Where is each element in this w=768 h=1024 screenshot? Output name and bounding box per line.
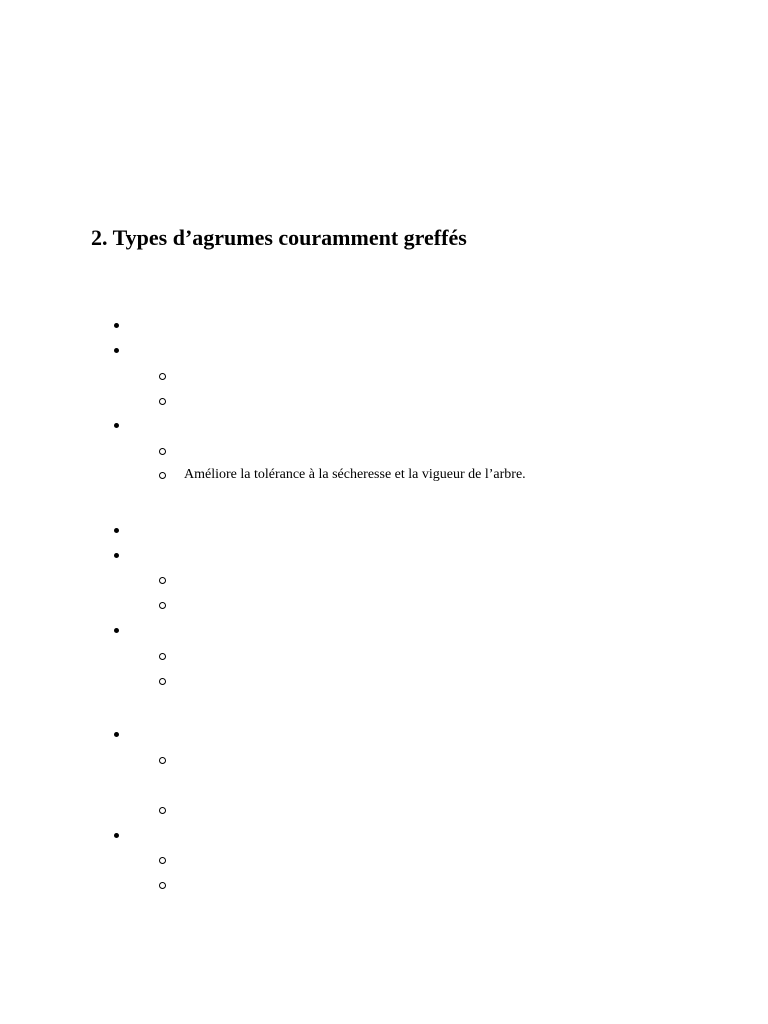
circle-bullet-icon [159,442,166,460]
circle-bullet-icon [159,367,166,385]
disc-bullet-icon [114,826,119,844]
circle-bullet-icon [159,596,166,614]
disc-bullet-icon [114,725,119,743]
disc-bullet-icon [114,546,119,564]
disc-bullet-icon [114,621,119,639]
disc-bullet-icon [114,416,119,434]
disc-bullet-icon [114,316,119,334]
disc-bullet-icon [114,341,119,359]
circle-bullet-icon [159,571,166,589]
circle-bullet-icon [159,672,166,690]
disc-bullet-icon [114,521,119,539]
section-heading: 2. Types d’agrumes couramment greffés [91,225,467,250]
circle-bullet-icon [159,851,166,869]
circle-bullet-icon [159,466,166,484]
circle-bullet-icon [159,392,166,410]
circle-bullet-icon [159,751,166,769]
circle-bullet-icon [159,876,166,894]
circle-bullet-icon [159,801,166,819]
list-item-text: Améliore la tolérance à la sécheresse et la vigueur de l’arbre. [184,467,526,482]
circle-bullet-icon [159,647,166,665]
